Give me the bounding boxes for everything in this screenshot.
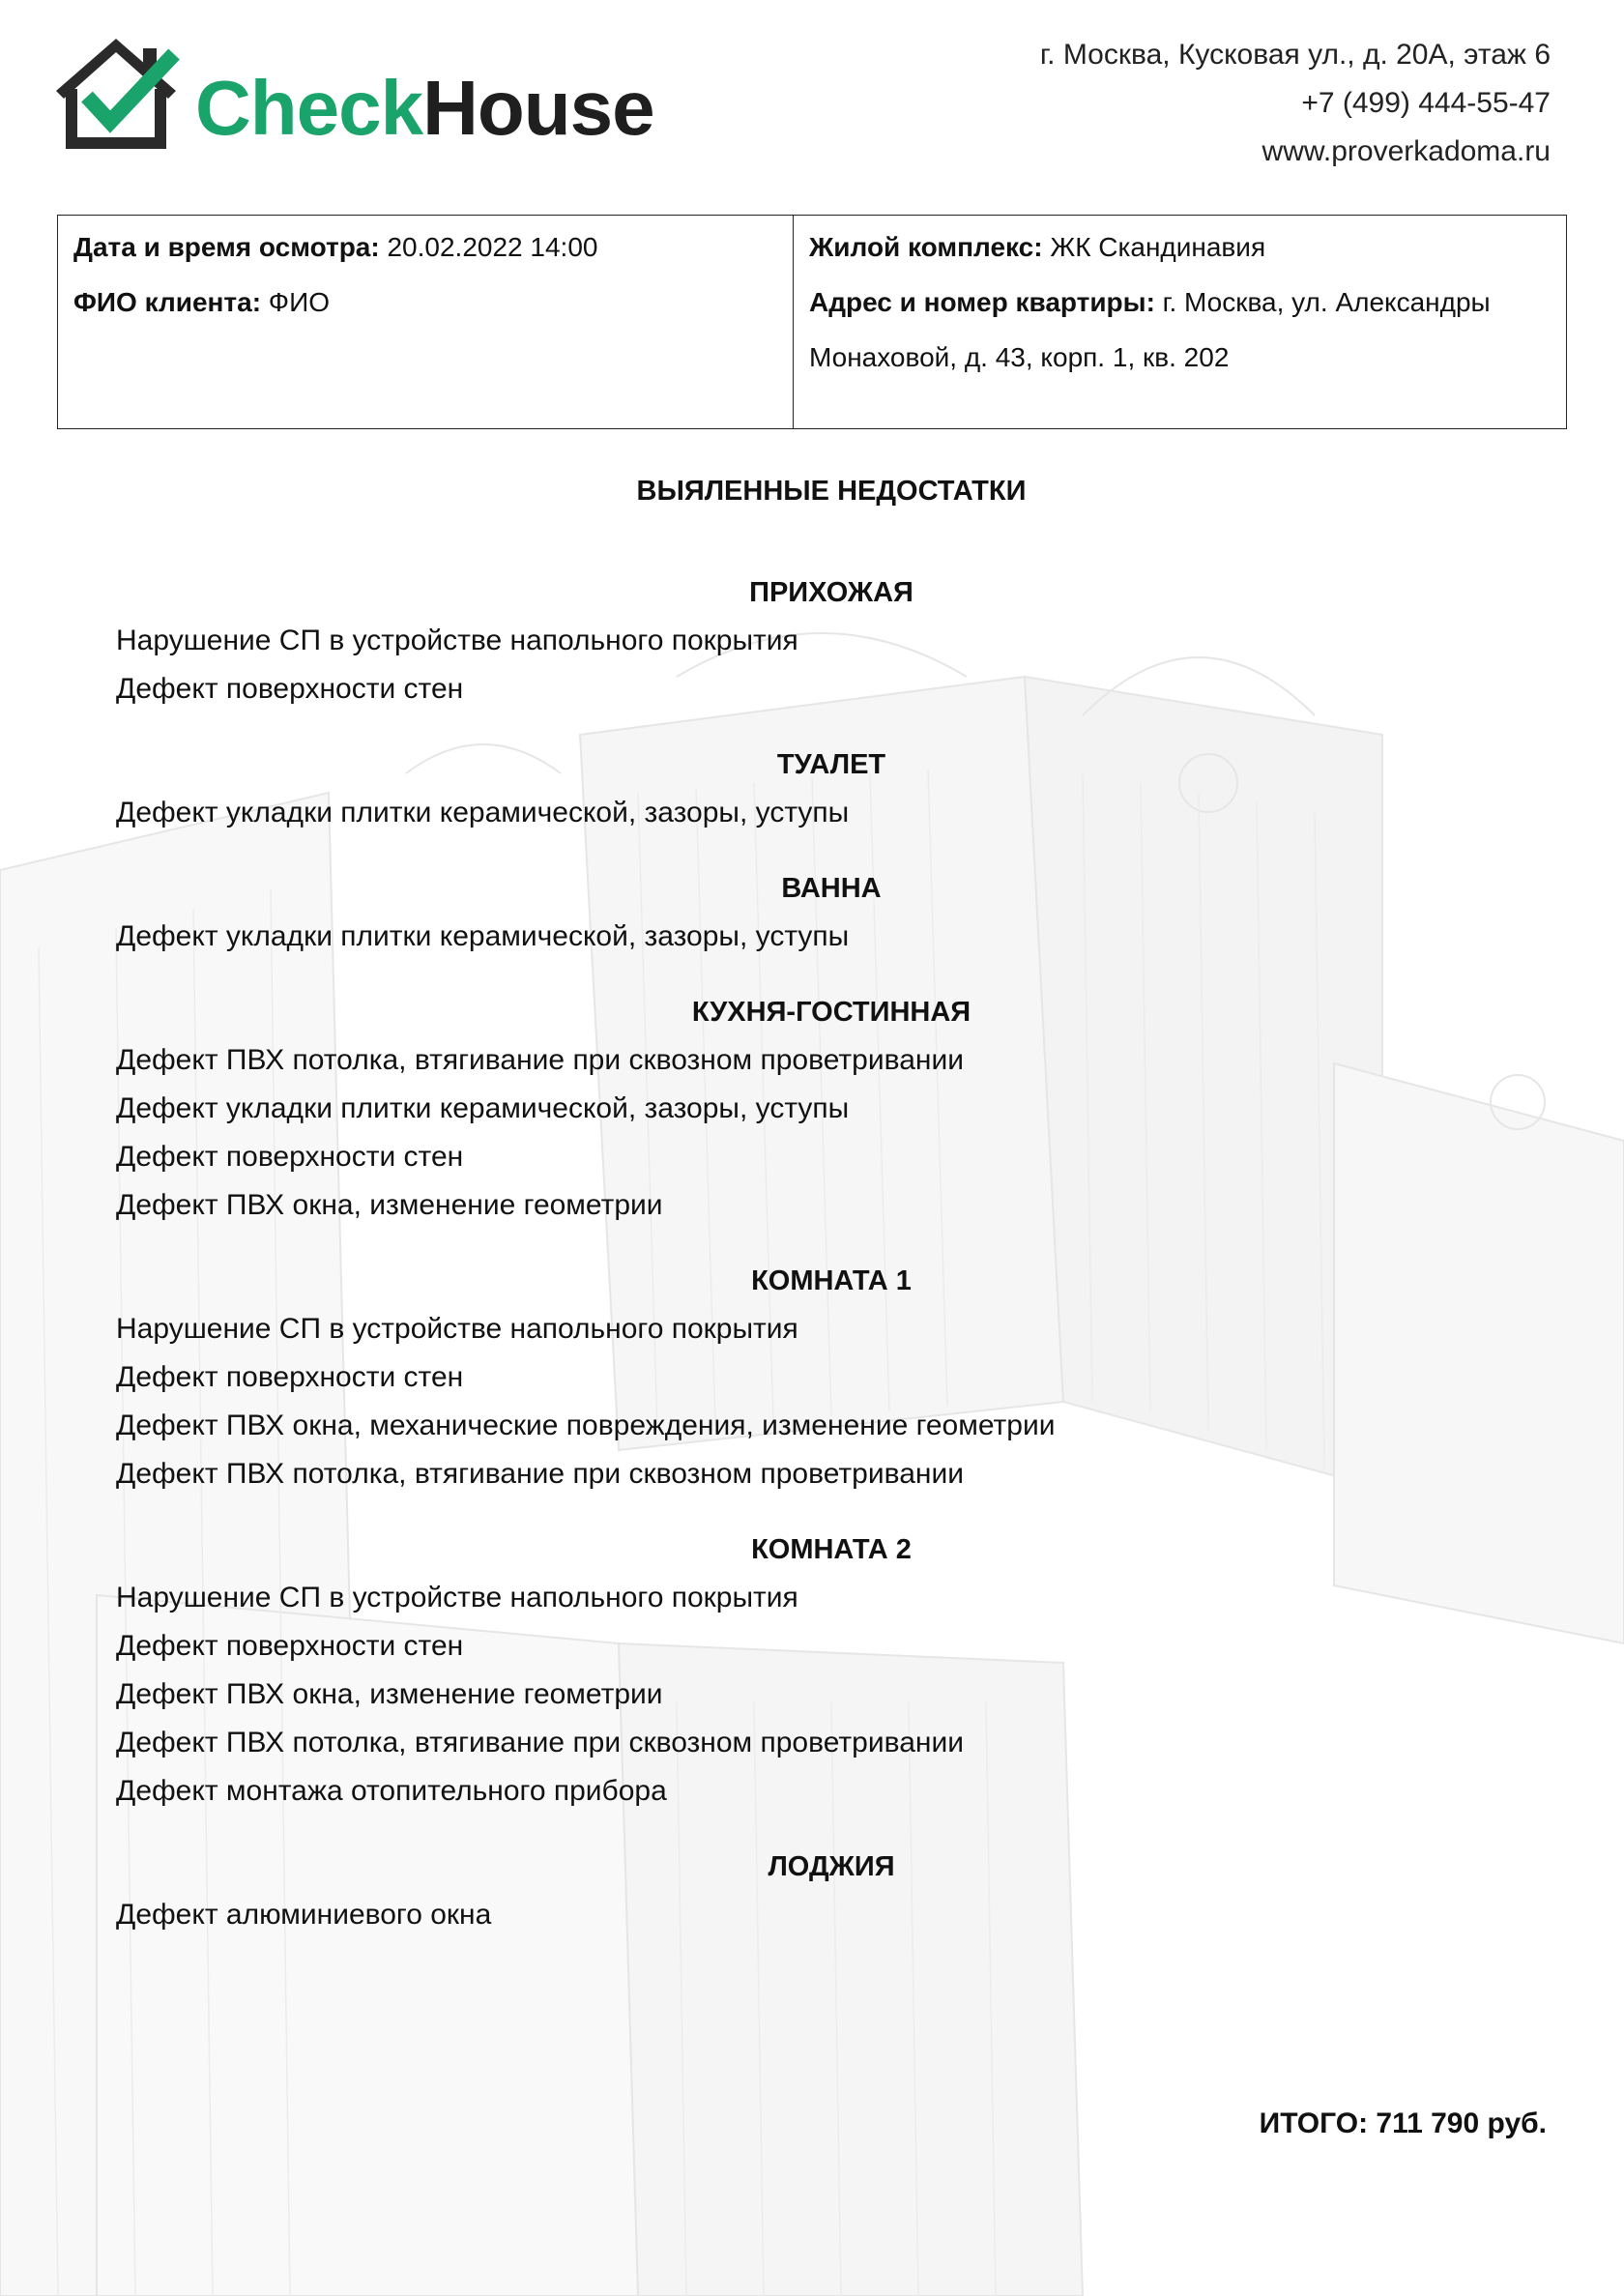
section-title: КОМНАТА 1 xyxy=(751,1265,912,1296)
defect-item: Дефект ПВХ окна, изменение геометрии xyxy=(116,1189,663,1221)
defects-list xyxy=(116,568,1547,1966)
residential-complex: Жилой комплекс: ЖК Скандинавия xyxy=(809,232,1266,262)
section-toilet xyxy=(116,741,1547,837)
company-website: www.proverkadoma.ru xyxy=(1262,135,1551,167)
section-title: ТУАЛЕТ xyxy=(776,749,886,780)
section-title: КУХНЯ-ГОСТИННАЯ xyxy=(691,997,972,1028)
defect-item: Дефект ПВХ потолка, втягивание при сквозном проветривании xyxy=(116,1727,964,1758)
section-kitchen-living xyxy=(116,988,1547,1230)
defect-item: Дефект поверхности стен xyxy=(116,1630,464,1662)
house-check-icon xyxy=(48,31,184,157)
company-contacts xyxy=(1040,31,1551,176)
section-title: ВАННА xyxy=(781,873,882,904)
defect-item: Дефект ПВХ окна, механические повреждения, изменение геометрии xyxy=(116,1410,1056,1441)
section-title: ПРИХОЖАЯ xyxy=(749,577,914,608)
total-amount: ИТОГО: 711 790 руб. xyxy=(1259,2107,1547,2139)
defect-item: Дефект алюминиевого окна xyxy=(116,1899,492,1931)
section-room-2 xyxy=(116,1526,1547,1816)
logo-house-text: House xyxy=(422,65,654,151)
section-room-1 xyxy=(116,1257,1547,1498)
defect-item: Дефект ПВХ окна, изменение геометрии xyxy=(116,1678,663,1710)
client-name: ФИО клиента: ФИО xyxy=(73,287,331,317)
page-title: ВЫЯЛЕННЫЕ НЕДОСТАТКИ xyxy=(636,476,1027,507)
company-logo xyxy=(48,31,686,157)
defect-item: Дефект поверхности стен xyxy=(116,1361,464,1393)
section-hallway xyxy=(116,568,1547,713)
section-title: КОМНАТА 2 xyxy=(751,1534,912,1565)
defect-item: Нарушение СП в устройстве напольного покрытия xyxy=(116,1313,798,1345)
defect-item: Нарушение СП в устройстве напольного покрытия xyxy=(116,625,798,656)
defect-item: Дефект ПВХ потолка, втягивание при сквозном проветривании xyxy=(116,1458,964,1490)
defect-item: Дефект поверхности стен xyxy=(116,673,464,705)
defect-item: Нарушение СП в устройстве напольного покрытия xyxy=(116,1582,798,1613)
defect-item: Дефект монтажа отопительного прибора xyxy=(116,1775,667,1807)
inspection-datetime: Дата и время осмотра: 20.02.2022 14:00 xyxy=(73,232,598,262)
defect-item: Дефект поверхности стен xyxy=(116,1141,464,1173)
section-title: ЛОДЖИЯ xyxy=(768,1851,895,1882)
defect-item: Дефект укладки плитки керамической, зазоры, уступы xyxy=(116,920,850,952)
defect-item: Дефект укладки плитки керамической, зазоры, уступы xyxy=(116,797,850,828)
logo-wordmark xyxy=(195,65,654,151)
inspection-info-table xyxy=(57,215,1567,429)
section-loggia xyxy=(116,1843,1547,1939)
info-cell-left xyxy=(58,216,794,428)
defect-item: Дефект укладки плитки керамической, зазоры, уступы xyxy=(116,1092,850,1124)
defect-item: Дефект ПВХ потолка, втягивание при сквозном проветривании xyxy=(116,1044,964,1076)
info-cell-right xyxy=(794,216,1566,428)
company-phone: +7 (499) 444-55-47 xyxy=(1301,87,1551,119)
apartment-address-continued: Монаховой, д. 43, корп. 1, кв. 202 xyxy=(809,342,1230,372)
logo-check-text: Check xyxy=(195,65,423,151)
apartment-address: Адрес и номер квартиры: г. Москва, ул. Александры xyxy=(809,287,1491,317)
section-bathroom xyxy=(116,864,1547,961)
company-address: г. Москва, Кусковая ул., д. 20А, этаж 6 xyxy=(1039,39,1551,71)
